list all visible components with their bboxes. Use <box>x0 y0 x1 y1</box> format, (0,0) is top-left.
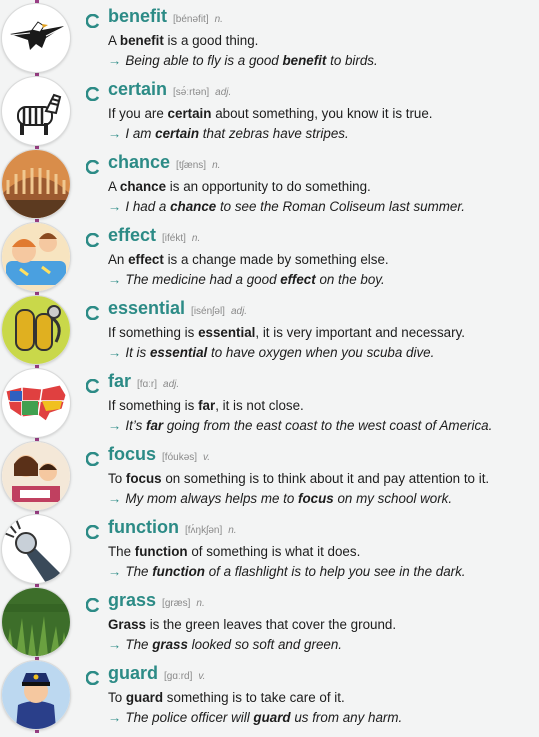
example-sentence: → The grass looked so soft and green. <box>108 637 343 652</box>
arrow-icon: → <box>108 564 122 579</box>
pronunciation: [fʌ́ŋkʃən] <box>184 525 223 536</box>
headword: grass <box>108 590 157 610</box>
part-of-speech: n. <box>228 525 237 536</box>
grass-icon <box>2 588 70 656</box>
part-of-speech: n. <box>196 598 205 609</box>
arrow-icon: → <box>108 418 122 433</box>
vocab-entry-benefit <box>0 8 539 80</box>
definition: If something is essential, it is very important and necessary. <box>108 325 466 340</box>
police-officer-icon <box>2 661 70 729</box>
vocab-entry-guard <box>0 665 539 737</box>
arrow-icon: → <box>108 272 122 287</box>
definition: If something is far, it is not close. <box>108 398 304 413</box>
eagle-icon <box>2 4 70 72</box>
definition: A benefit is a good thing. <box>108 33 259 48</box>
bullet-icon <box>86 160 100 174</box>
bullet-icon <box>86 379 100 393</box>
mother-child-icon <box>2 442 70 510</box>
scuba-gear-icon <box>2 296 70 364</box>
headword: guard <box>108 663 159 683</box>
definition: A chance is an opportunity to do something. <box>108 179 371 194</box>
headword: chance <box>108 152 171 172</box>
definition: If you are certain about something, you know it is true. <box>108 106 433 121</box>
part-of-speech: adj. <box>215 87 232 98</box>
bullet-icon <box>86 306 100 320</box>
vocab-entry-essential <box>0 300 539 372</box>
example-sentence: → The function of a flashlight is to help you see in the dark. <box>108 564 466 579</box>
headword: benefit <box>108 6 168 26</box>
bullet-icon <box>86 452 100 466</box>
vocab-entry-effect <box>0 227 539 299</box>
headword: far <box>108 371 132 391</box>
bullet-icon <box>86 233 100 247</box>
pronunciation: [fóukəs] <box>162 452 198 463</box>
bullet-icon <box>86 87 100 101</box>
example-sentence: → It’s far going from the east coast to the west coast of America. <box>108 418 493 433</box>
arrow-icon: → <box>108 53 122 68</box>
headword: certain <box>108 79 168 99</box>
bullet-icon <box>86 525 100 539</box>
headword: essential <box>108 298 186 318</box>
example-sentence: → I am certain that zebras have stripes. <box>108 126 349 141</box>
part-of-speech: adj. <box>163 379 180 390</box>
pronunciation: [sə́ːrtən] <box>173 87 210 98</box>
pronunciation: [tʃæns] <box>176 160 207 171</box>
pronunciation: [gɑːrd] <box>164 671 193 682</box>
arrow-icon: → <box>108 637 122 652</box>
part-of-speech: n. <box>212 160 221 171</box>
arrow-icon: → <box>108 126 122 141</box>
headword: focus <box>108 444 157 464</box>
part-of-speech: adj. <box>230 306 248 317</box>
bullet-icon <box>86 598 100 612</box>
example-sentence: → It is essential to have oxygen when you scuba dive. <box>108 345 435 360</box>
usa-map-icon <box>2 369 70 437</box>
arrow-icon: → <box>108 345 122 360</box>
definition: Grass is the green leaves that cover the ground. <box>108 617 397 632</box>
arrow-icon: → <box>108 710 122 725</box>
headword: effect <box>108 225 157 245</box>
example-sentence: → Being able to fly is a good benefit to birds. <box>108 53 378 68</box>
vocab-entry-function <box>0 519 539 591</box>
part-of-speech: v. <box>198 671 206 682</box>
part-of-speech: n. <box>214 14 223 25</box>
pronunciation: [bénəfit] <box>173 14 209 25</box>
vocab-entry-chance <box>0 154 539 226</box>
arrow-icon: → <box>108 199 122 214</box>
example-sentence: → The medicine had a good effect on the boy. <box>108 272 385 287</box>
pronunciation: [ifékt] <box>162 233 186 244</box>
part-of-speech: n. <box>191 233 201 244</box>
bullet-icon <box>86 671 100 685</box>
pronunciation: [græs] <box>162 598 191 609</box>
vocab-entry-grass <box>0 592 539 664</box>
arrow-icon: → <box>108 491 122 506</box>
example-sentence: → The police officer will guard us from any harm. <box>108 710 403 725</box>
pronunciation: [fɑːr] <box>137 379 158 390</box>
definition: An effect is a change made by something else. <box>108 252 389 267</box>
pronunciation: [isénʃəl] <box>191 306 225 317</box>
vocab-entry-far <box>0 373 539 445</box>
definition: To focus on something is to think about it and pay attention to it. <box>108 471 490 486</box>
bullet-icon <box>86 14 100 28</box>
sick-boy-icon <box>2 223 70 291</box>
definition: The function of something is what it does. <box>108 544 361 559</box>
vocab-entry-focus <box>0 446 539 518</box>
part-of-speech: v. <box>203 452 211 463</box>
zebra-icon <box>2 77 70 145</box>
example-sentence: → My mom always helps me to focus on my school work. <box>108 491 453 506</box>
flashlight-icon <box>2 515 70 583</box>
coliseum-icon <box>2 150 70 218</box>
definition: To guard something is to take care of it. <box>108 690 345 705</box>
headword: function <box>108 517 179 537</box>
example-sentence: → I had a chance to see the Roman Coliseum last summer. <box>108 199 466 214</box>
vocab-entry-certain <box>0 81 539 153</box>
